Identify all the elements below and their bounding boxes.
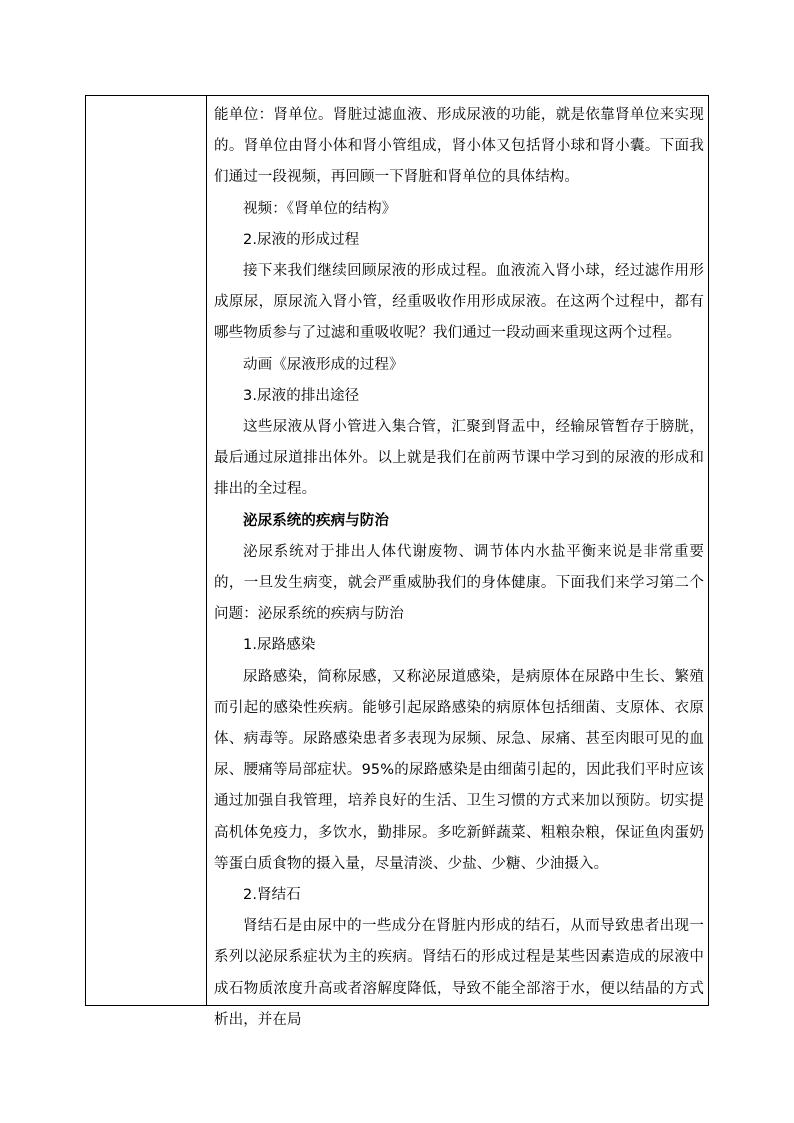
heading-kidney-stone: 2.肾结石 (243, 887, 301, 904)
heading-urine-formation: 2.尿液的形成过程 (243, 231, 360, 248)
heading-urine-discharge: 3.尿液的排出途径 (243, 387, 360, 404)
paragraph-video-nephron: 视频：《肾单位的结构》 (243, 200, 397, 217)
table-right-cell (207, 96, 708, 1028)
content-table (85, 95, 709, 1028)
paragraph-urine-discharge: 这些尿液从肾小管进入集合管，汇聚到肾盂中，经输尿管暂存于膀胱，最后通过尿道排出体外。以上就是我们在前两节课中学习到的尿液的形成和排出的全过程。 (214, 419, 704, 498)
paragraph-kidney-stone: 肾结石是由尿中的一些成分在肾脏内形成的结石，从而导致患者出现一系列以泌尿系症状为主的疾病。肾结石的形成过程是某些因素造成的尿液中成石物质浓度升高或者溶解度降低，导致不能全部溶于水，便以结晶的方式析出，并在局 (214, 918, 704, 1028)
paragraph-urine-formation: 接下来我们继续回顾尿液的形成过程。血液流入肾小球，经过滤作用形成原尿，原尿流入肾小管，经重吸收作用形成尿液。在这两个过程中，都有哪些物质参与了过滤和重吸收呢？我们通过一段动画来重现这两个过程。 (214, 263, 704, 342)
paragraph-uti: 尿路感染，简称尿感，又称泌尿道感染，是病原体在尿路中生长、繁殖而引起的感染性疾病。能够引起尿路感染的病原体包括细菌、支原体、衣原体、病毒等。尿路感染患者多表现为尿频、尿急、尿痛、甚至肉眼可见的血尿、腰痛等局部症状。95%的尿路感染是由细菌引起的，因此我们平时应该通过加强自我管理，培养良好的生活、卫生习惯的方式来加以预防。切实提高机体免疫力，多饮水，勤排尿。多吃新鲜蔬菜、粗粮杂粮，保证鱼肉蛋奶等蛋白质食物的摄入量，尽量清淡、少盐、少糖、少油摄入。 (214, 668, 704, 872)
paragraph-nephron-intro: 能单位：肾单位。肾脏过滤血液、形成尿液的功能，就是依靠肾单位来实现的。肾单位由肾小体和肾小管组成，肾小体又包括肾小球和肾小囊。下面我们通过一段视频，再回顾一下肾脏和肾单位的具体结构。 (214, 107, 704, 186)
section-title-diseases: 泌尿系统的疾病与防治 (243, 512, 389, 529)
paragraph-animation: 动画《尿液形成的过程》 (243, 356, 404, 373)
table-left-cell (86, 96, 207, 1005)
paragraph-diseases-intro: 泌尿系统对于排出人体代谢废物、调节体内水盐平衡来说是非常重要的，一旦发生病变，就会严重威胁我们的身体健康。下面我们来学习第二个问题：泌尿系统的疾病与防治 (214, 543, 704, 623)
heading-uti: 1.尿路感染 (243, 637, 316, 654)
